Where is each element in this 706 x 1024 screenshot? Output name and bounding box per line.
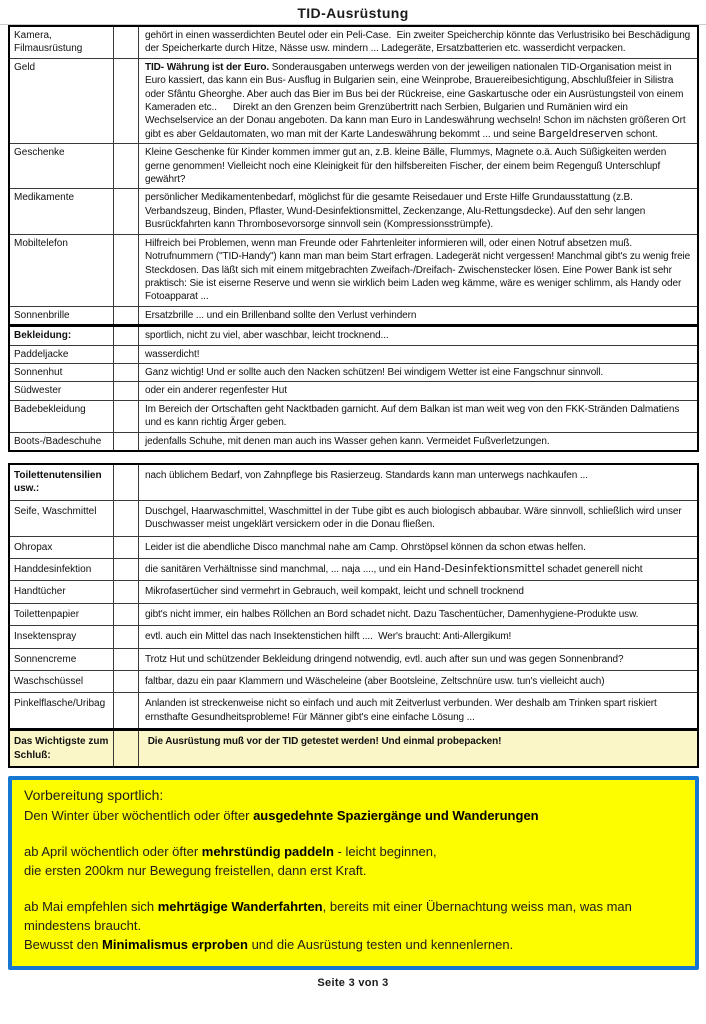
text-segment: Die Ausrüstung muß vor der TID getestet werden! Und einmal probepacken! <box>145 736 502 748</box>
row-label: Kamera, Filmausrüstung <box>10 27 114 58</box>
table-row <box>10 500 697 536</box>
row-label: Medikamente <box>10 189 114 233</box>
text-segment: schadet generell nicht <box>544 564 643 575</box>
row-content <box>139 144 697 188</box>
row-check-cell <box>114 581 139 602</box>
row-label: Waschschüssel <box>10 671 114 692</box>
table-row <box>10 363 697 381</box>
table-row <box>10 558 697 580</box>
text-segment: Ersatzbrille ... und ein Brillenband sollte den Verlust verhindern <box>145 309 417 321</box>
text-segment: wasserdicht! <box>145 348 200 360</box>
row-check-cell <box>114 144 139 188</box>
row-check-cell <box>114 382 139 399</box>
row-check-cell <box>114 59 139 143</box>
row-label: Handtücher <box>10 581 114 602</box>
row-label: Geld <box>10 59 114 143</box>
text-segment: die ersten 200km nur Bewegung freistellen, dann erst Kraft. <box>24 863 367 879</box>
text-segment: Bewusst den <box>24 937 103 953</box>
row-label: Sonnenbrille <box>10 307 114 324</box>
table-row <box>10 625 697 647</box>
row-content <box>139 433 697 450</box>
text-segment: evtl. auch ein Mittel das nach Insektenstichen hilft .... Wer's braucht: Anti-Allergikum! <box>145 631 512 643</box>
row-content <box>139 581 697 602</box>
text-segment: oder ein anderer regenfester Hut <box>145 385 287 397</box>
row-label: Das Wichtigste zum Schluß: <box>10 731 114 766</box>
row-content <box>139 59 697 143</box>
row-check-cell <box>114 27 139 58</box>
table-row <box>10 58 697 143</box>
text-segment: die sanitären Verhältnisse sind manchmal, ... naja ...., und ein <box>145 564 414 575</box>
table-row <box>10 603 697 625</box>
equipment-table <box>8 25 699 452</box>
row-check-cell <box>114 649 139 670</box>
text-segment: und die Ausrüstung testen und kennenlernen. <box>247 937 514 953</box>
prep-box <box>8 776 699 970</box>
page-title: TID-Ausrüstung <box>297 5 409 21</box>
row-label: Südwester <box>10 382 114 399</box>
row-content <box>139 235 697 306</box>
row-content <box>139 465 697 500</box>
table-row <box>10 536 697 558</box>
row-label: Sonnencreme <box>10 649 114 670</box>
row-content <box>139 693 697 728</box>
table-row <box>10 234 697 306</box>
blank-line <box>24 880 683 897</box>
row-content <box>139 346 697 363</box>
text-segment: ausgedehnte Spaziergänge und Wanderungen <box>253 808 539 824</box>
prep-box-line <box>24 935 683 954</box>
table-row <box>10 400 697 432</box>
text-segment: jedenfalls Schuhe, mit denen man auch ins Wasser gehen kann. Vermeidet Fußverletzungen. <box>145 435 550 447</box>
table-row <box>10 648 697 670</box>
row-check-cell <box>114 327 139 344</box>
table-row <box>10 692 697 728</box>
text-segment: Leider ist die abendliche Disco manchmal nahe am Camp. Ohrstöpsel können da schon etwas helfen. <box>145 541 586 553</box>
row-check-cell <box>114 501 139 536</box>
text-segment: mehrstündig paddeln <box>201 844 334 860</box>
row-label: Ohropax <box>10 537 114 558</box>
blank-line <box>24 825 683 842</box>
prep-box-line <box>24 785 683 806</box>
text-segment: Bargeldreserven <box>538 127 624 140</box>
row-content <box>139 327 697 344</box>
text-segment: schont. <box>623 128 658 140</box>
text-segment: Duschgel, Haarwaschmittel, Waschmittel in der Tube gibt es auch biologisch abbaubar. Wäre sinnvoll, schließlich wird unser Duschwasser meist ungeklärt versickern oder in die Donau fließen. <box>145 505 685 531</box>
table-row <box>10 345 697 363</box>
text-segment: ab April wöchentlich oder öfter <box>24 844 202 860</box>
row-label: Seife, Waschmittel <box>10 501 114 536</box>
row-label: Geschenke <box>10 144 114 188</box>
row-label: Sonnenhut <box>10 364 114 381</box>
text-segment: Minimalismus erproben <box>102 937 248 953</box>
text-segment: Anlanden ist streckenweise nicht so einfach und auch mit Zeitverlust verbunden. Wer deshalb am Trinken spart riskiert ernsthafte Gesundheitsprobleme! Für Männer gibt's eine einfache Lösung ... <box>145 698 660 723</box>
row-label: Insektenspray <box>10 626 114 647</box>
text-segment: Hilfreich bei Problemen, wenn man Freunde oder Fahrtenleiter informieren will, oder einen Notruf absetzen muß. Notrufnummern ("TID-Handy") kann man man beim Start erfragen. Ladegerät nicht vergessen! Manchmal gibt's zu wenig freie Steckdosen. Das läßt sich mit einem mitgebrachten Zweifach-/Dreifach- Zwischenstecker lösen. Eine Power Bank ist sehr praktisch: Sie ist eiserne Reserve und wenn sie wirklich beim Laden weg kämme, wäre es weniger schlimm, als Handy oder Fotoapparat ... <box>145 237 693 303</box>
text-segment: Ganz wichtig! Und er sollte auch den Nacken schützen! Bei windigem Wetter ist eine Fangschnur sinnvoll. <box>145 366 604 378</box>
table-row <box>10 580 697 602</box>
row-check-cell <box>114 189 139 233</box>
row-check-cell <box>114 401 139 432</box>
row-check-cell <box>114 693 139 728</box>
prep-box-line <box>24 842 683 861</box>
prep-box-line <box>24 897 683 935</box>
text-segment: mehrtägige Wanderfahrten <box>157 899 323 915</box>
text-segment: Trotz Hut und schützender Bekleidung dringend notwendig, evtl. auch after sun und was gegen Sonnenbrand? <box>145 653 624 665</box>
row-check-cell <box>114 626 139 647</box>
table-row <box>10 670 697 692</box>
row-label: Badebekleidung <box>10 401 114 432</box>
text-segment: TID- Währung ist der Euro. <box>145 61 270 73</box>
table-row <box>10 324 697 344</box>
table-row <box>10 188 697 233</box>
prep-box-line <box>24 806 683 825</box>
row-check-cell <box>114 307 139 324</box>
table-row <box>10 728 697 766</box>
table-row <box>10 306 697 324</box>
row-check-cell <box>114 465 139 500</box>
row-check-cell <box>114 537 139 558</box>
row-content <box>139 649 697 670</box>
text-segment: Kleine Geschenke für Kinder kommen immer gut an, z.B. kleine Bälle, Flummys, Magnete o.ä. Auch Süßigkeiten werden gerne genommen! Vielleicht noch eine Kleinigkeit für den hilfsbereiten Fischer, der einem beim Regenguß Unterschlupf gewährt? <box>145 147 669 186</box>
row-content <box>139 382 697 399</box>
prep-box-line <box>24 861 683 880</box>
row-label: Toilettenpapier <box>10 604 114 625</box>
row-check-cell <box>114 235 139 306</box>
row-label: Bekleidung: <box>10 327 114 344</box>
row-content <box>139 27 697 58</box>
row-check-cell <box>114 346 139 363</box>
row-check-cell <box>114 731 139 766</box>
text-segment: Den Winter über wöchentlich oder öfter <box>24 808 254 824</box>
text-segment: gehört in einen wasserdichten Beutel oder ein Peli-Case. Ein zweiter Speicherchip könnte das Verlustrisiko bei Beschädigung der Speicherkarte durch Hitze, Nässe usw. mindern ... Ladegeräte, Ersatzbatterien etc. wasserdicht verpacken. <box>145 30 693 55</box>
text-segment: , bereits mit einer Übernachtung weiss man, was man mindestens braucht. <box>24 899 636 934</box>
row-content <box>139 671 697 692</box>
page-footer: Seite 3 von 3 <box>317 977 389 990</box>
text-segment: - leicht beginnen, <box>333 844 437 860</box>
text-segment: ab Mai empfehlen sich <box>24 899 158 915</box>
row-check-cell <box>114 604 139 625</box>
row-content <box>139 189 697 233</box>
row-label: Toilettenutensilien usw.: <box>10 465 114 500</box>
row-label: Mobiltelefon <box>10 235 114 306</box>
row-content <box>139 364 697 381</box>
row-content <box>139 401 697 432</box>
row-content <box>139 501 697 536</box>
text-segment: Vorbereitung sportlich: <box>24 787 164 804</box>
text-segment: Im Bereich der Ortschaften geht Nacktbaden garnicht. Auf dem Balkan ist man weit weg von den FKK-Stränden Dalmatiens und es kann richtig Ärger geben. <box>145 403 682 429</box>
text-segment: Mikrofasertücher sind vermehrt in Gebrauch, weil kompakt, leicht und schnell trocknend <box>145 586 524 598</box>
row-label: Paddeljacke <box>10 346 114 363</box>
text-segment: Hand-Desinfektionsmittel <box>413 563 545 575</box>
row-label: Handdesinfektion <box>10 559 114 580</box>
table-row <box>10 432 697 450</box>
row-content <box>139 537 697 558</box>
text-segment: gibt's nicht immer, ein halbes Röllchen an Bord schadet nicht. Dazu Taschentücher, Damenhygiene-Produkte usw. <box>145 608 639 620</box>
toiletries-table <box>8 463 699 768</box>
row-check-cell <box>114 433 139 450</box>
table-row <box>10 143 697 188</box>
row-label: Pinkelflasche/Uribag <box>10 693 114 728</box>
row-check-cell <box>114 671 139 692</box>
table-row <box>10 27 697 58</box>
row-check-cell <box>114 559 139 580</box>
row-check-cell <box>114 364 139 381</box>
row-content <box>139 626 697 647</box>
table-row <box>10 381 697 399</box>
row-content <box>139 307 697 324</box>
row-content <box>139 604 697 625</box>
row-label: Boots-/Badeschuhe <box>10 433 114 450</box>
table-row <box>10 465 697 500</box>
text-segment: faltbar, dazu ein paar Klammern und Wäscheleine (aber Bootsleine, Zeltschnüre usw. tun's vielleicht auch) <box>145 676 605 688</box>
text-segment: sportlich, nicht zu viel, aber waschbar, leicht trocknend... <box>145 330 389 342</box>
row-content <box>139 559 697 580</box>
text-segment: persönlicher Medikamentenbedarf, möglichst für die gesamte Reisedauer und Erste Hilfe Grundausstattung (z.B. Verbandszeug, Binden, Pflaster, Wund-Desinfektionsmittel, Zeckenzange, Alu-Rettungsdecke). Auf den sehr langen Busrückfahrten kann Thrombosevorsorge sinnvoll sein (Kompressionsstrümpfe). <box>145 192 648 231</box>
text-segment: nach üblichem Bedarf, von Zahnpflege bis Rasierzeug. Standards kann man unterwegs nachkaufen ... <box>145 469 588 481</box>
row-content <box>139 731 697 766</box>
text-segment: Sonderausgaben unterwegs werden von der jeweiligen nationalen TID-Organisation meist in Euro kassiert, das kann ein Bus- Ausflug in Bulgarien sein, eine Weinprobe, Brauereibesichtigung, Abschlußfeier in Silistra oder Sfântu Gheorghe. Aber auch das Bier im Bus bei der Rückreise, eine Gaskartusche oder ein Ausrüstungsteil von einem Kameraden etc.. Direkt an den Grenzen beim Grenzübertritt nach Serbien, Bulgarien und Rumänien wird ein Wechselservice an der Donau angeboten. Da kann man Euro in Landeswährung wechseln! Schon im nächsten größeren Ort gibt es aber Geldautomaten, wo man mit der Karte Landeswährung bekommt ... und seine <box>145 61 689 140</box>
